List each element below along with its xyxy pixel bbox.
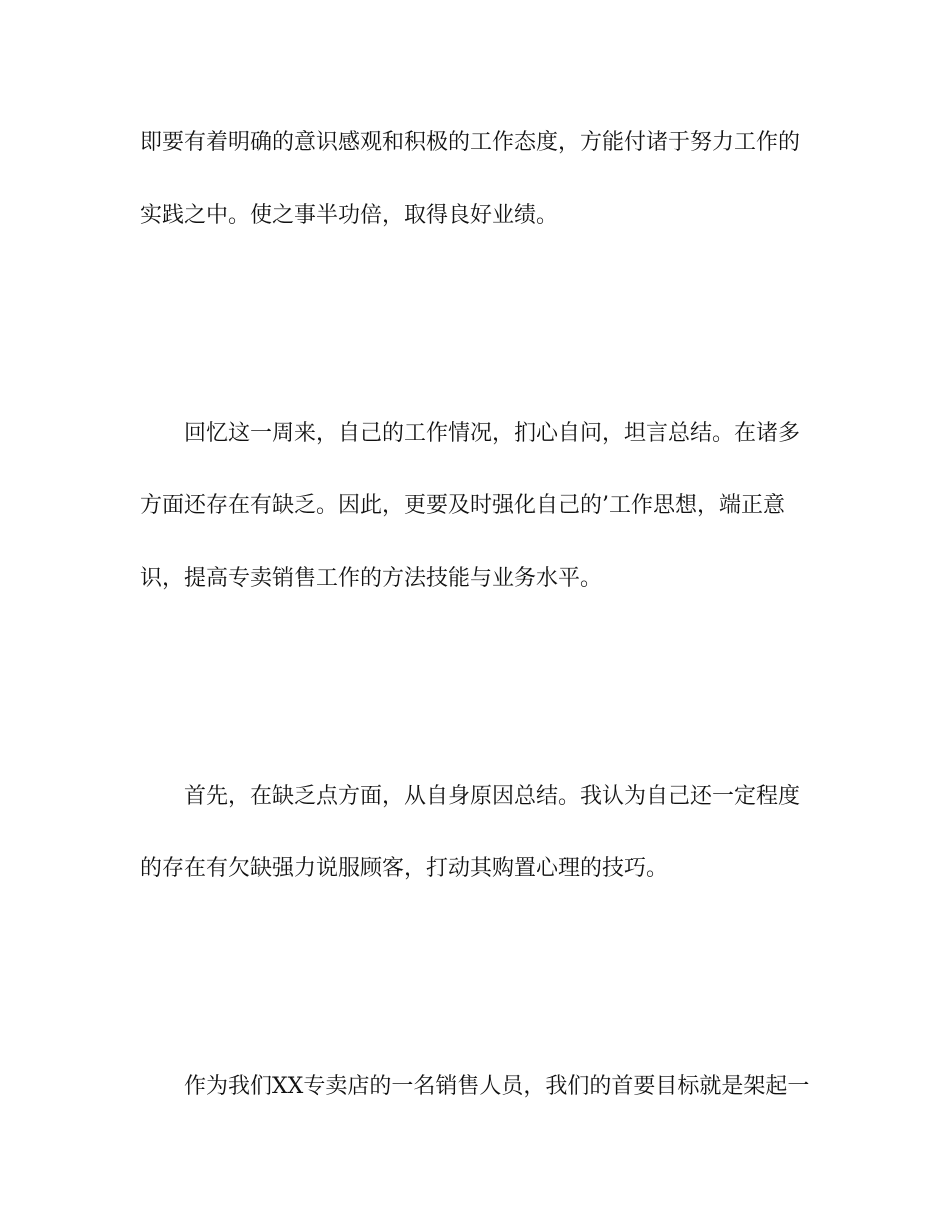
paragraph-2-line-2: 方面还存在有缺乏。因此，更要及时强化自己的’工作思想，端正意 xyxy=(140,493,785,518)
paragraph-1-line-1: 即要有着明确的意识感观和积极的工作态度，方能付诸于努力工作的 xyxy=(140,130,801,155)
paragraph-3-line-1: 首先，在缺乏点方面，从自身原因总结。我认为自己还一定程度 xyxy=(184,784,801,809)
paragraph-3-line-2: 的存在有欠缺强力说服顾客，打动其购置心理的技巧。 xyxy=(140,856,669,881)
paragraph-2-line-3: 识，提高专卖销售工作的方法技能与业务水平。 xyxy=(140,566,603,591)
paragraph-4-line-1: 作为我们XX专卖店的一名销售人员，我们的首要目标就是架起一 xyxy=(184,1074,810,1099)
paragraph-2-line-1: 回忆这一周来，自己的工作情况，扪心自问，坦言总结。在诸多 xyxy=(184,421,801,446)
paragraph-1-line-2: 实践之中。使之事半功倍，取得良好业绩。 xyxy=(140,203,559,228)
